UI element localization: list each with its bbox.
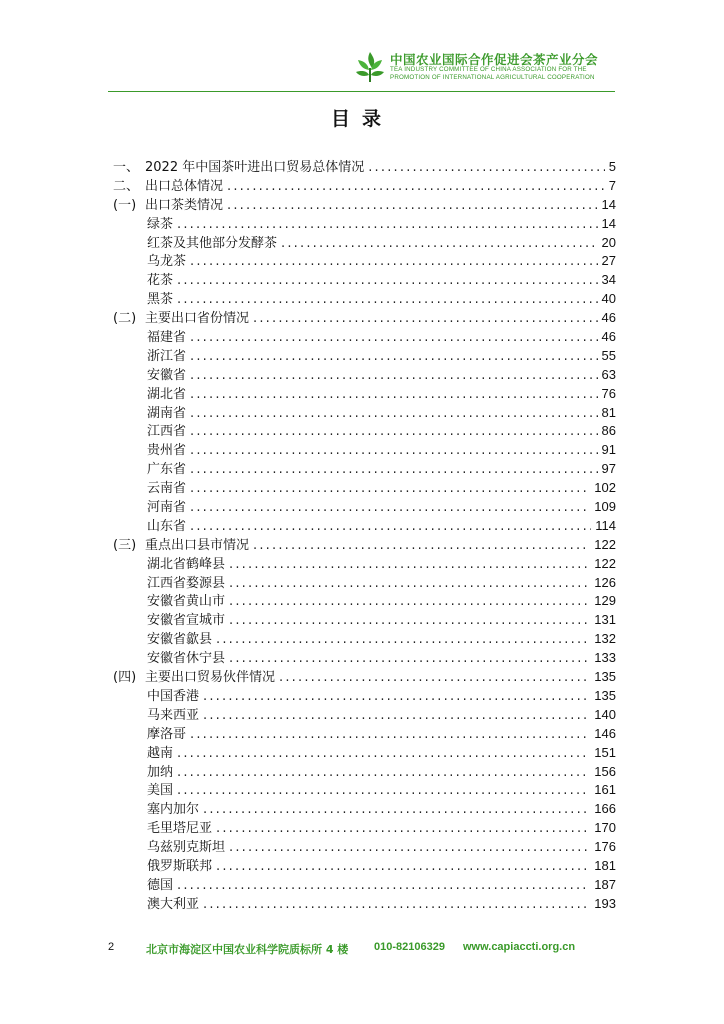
toc-entry-label: 江西省婺源县 bbox=[147, 575, 226, 591]
toc-entry[interactable] bbox=[113, 687, 616, 706]
toc-entry-label: 塞内加尔 bbox=[147, 802, 200, 818]
toc-entry-page: 114 bbox=[595, 517, 616, 533]
toc-dot-leader bbox=[190, 348, 598, 367]
toc-entry[interactable] bbox=[113, 460, 616, 479]
toc-entry-label: 重点出口县市情况 bbox=[145, 537, 250, 553]
organization-name-en bbox=[390, 66, 595, 81]
toc-entry-page: 129 bbox=[594, 593, 616, 609]
toc-entry-label: 越南 bbox=[147, 745, 174, 761]
toc-dot-leader bbox=[203, 801, 590, 820]
toc-entry[interactable] bbox=[113, 895, 616, 914]
toc-entry-page: 55 bbox=[601, 347, 616, 363]
toc-entry[interactable] bbox=[113, 158, 616, 177]
toc-entry[interactable] bbox=[113, 479, 616, 498]
toc-entry-number: 二、 bbox=[113, 178, 140, 194]
toc-entry-label: 广东省 bbox=[147, 462, 187, 478]
toc-entry-label: 福建省 bbox=[147, 330, 187, 346]
toc-dot-leader bbox=[190, 480, 590, 499]
toc-entry-page: 5 bbox=[608, 159, 616, 174]
toc-entry[interactable] bbox=[113, 498, 616, 517]
toc-entry-page: 135 bbox=[594, 669, 616, 685]
footer-address: 北京市海淀区中国农业科学院质标所 4 楼 bbox=[146, 943, 349, 956]
toc-entry-page: 122 bbox=[594, 536, 616, 552]
toc-entry[interactable] bbox=[113, 611, 616, 630]
toc-entry-number: (二) bbox=[113, 311, 137, 327]
organization-name-cn: 中国农业国际合作促进会茶产业分会 bbox=[390, 52, 599, 67]
toc-entry-number: (一) bbox=[113, 197, 137, 213]
toc-dot-leader bbox=[253, 537, 590, 556]
page-header bbox=[108, 44, 615, 92]
toc-entry-label: 摩洛哥 bbox=[147, 726, 187, 742]
page-title: 目录 bbox=[330, 108, 393, 130]
toc-entry[interactable] bbox=[113, 177, 616, 196]
footer-phone: 010-82106329 bbox=[374, 941, 445, 953]
toc-dot-leader bbox=[281, 235, 598, 254]
toc-entry-label: 安徽省歙县 bbox=[147, 632, 213, 648]
toc-dot-leader bbox=[177, 764, 590, 783]
toc-dot-leader bbox=[229, 575, 590, 594]
toc-dot-leader bbox=[190, 461, 598, 480]
toc-entry-label: 俄罗斯联邦 bbox=[147, 858, 213, 874]
toc-entry-page: 14 bbox=[601, 215, 616, 231]
toc-entry-label: 安徽省黄山市 bbox=[147, 594, 226, 610]
toc-entry-page: 40 bbox=[601, 291, 616, 307]
toc-entry-label: 绿茶 bbox=[147, 216, 174, 232]
toc-entry[interactable] bbox=[113, 819, 616, 838]
toc-entry[interactable] bbox=[113, 725, 616, 744]
toc-dot-leader bbox=[177, 291, 598, 310]
toc-entry-label: 河南省 bbox=[147, 500, 187, 516]
toc-dot-leader bbox=[190, 499, 590, 518]
toc-entry-page: 91 bbox=[601, 442, 616, 458]
toc-entry-page: 7 bbox=[608, 177, 616, 193]
toc-entry[interactable] bbox=[113, 876, 616, 895]
toc-dot-leader bbox=[253, 310, 598, 329]
toc-dot-leader bbox=[190, 423, 598, 442]
toc-dot-leader bbox=[227, 197, 598, 216]
toc-dot-leader bbox=[368, 159, 605, 178]
toc-entry-label: 出口茶类情况 bbox=[145, 197, 224, 213]
toc-entry[interactable] bbox=[113, 857, 616, 876]
toc-entry[interactable] bbox=[113, 630, 616, 649]
toc-entry-label: 安徽省 bbox=[147, 367, 187, 383]
toc-entry[interactable] bbox=[113, 706, 616, 725]
toc-entry[interactable] bbox=[113, 252, 616, 271]
toc-entry-page: 161 bbox=[594, 782, 616, 798]
footer-website[interactable]: www.capiaccti.org.cn bbox=[463, 941, 576, 953]
toc-entry[interactable] bbox=[113, 328, 616, 347]
page-number: 2 bbox=[108, 941, 115, 953]
toc-entry-page: 109 bbox=[594, 499, 616, 515]
page-footer bbox=[0, 941, 724, 959]
toc-entry-label: 主要出口贸易伙伴情况 bbox=[145, 670, 276, 686]
toc-dot-leader bbox=[227, 178, 605, 197]
toc-entry[interactable] bbox=[113, 404, 616, 423]
toc-dot-leader bbox=[216, 631, 590, 650]
toc-dot-leader bbox=[229, 556, 590, 575]
toc-entry[interactable] bbox=[113, 536, 616, 555]
toc-entry[interactable] bbox=[113, 441, 616, 460]
toc-entry[interactable] bbox=[113, 838, 616, 857]
toc-entry-page: 135 bbox=[594, 687, 616, 703]
table-of-contents bbox=[113, 158, 616, 914]
toc-entry-page: 170 bbox=[594, 820, 616, 836]
toc-dot-leader bbox=[203, 707, 590, 726]
toc-dot-leader bbox=[190, 442, 598, 461]
toc-entry-label: 江西省 bbox=[147, 424, 187, 440]
toc-dot-leader bbox=[216, 858, 590, 877]
toc-entry[interactable] bbox=[113, 555, 616, 574]
toc-entry-label: 美国 bbox=[147, 783, 174, 799]
toc-entry-page: 187 bbox=[594, 876, 616, 892]
toc-entry-label: 2022 年中国茶叶进出口贸易总体情况 bbox=[145, 160, 365, 175]
toc-entry-page: 46 bbox=[601, 329, 616, 345]
toc-entry-label: 湖北省 bbox=[147, 386, 187, 402]
toc-entry[interactable] bbox=[113, 800, 616, 819]
toc-entry-page: 97 bbox=[601, 461, 616, 477]
toc-entry-page: 76 bbox=[601, 385, 616, 401]
toc-dot-leader bbox=[177, 745, 590, 764]
toc-entry-page: 20 bbox=[601, 234, 616, 250]
toc-entry[interactable] bbox=[113, 422, 616, 441]
toc-entry-page: 14 bbox=[601, 196, 616, 212]
header-divider bbox=[108, 91, 615, 92]
toc-entry[interactable] bbox=[113, 385, 616, 404]
toc-entry[interactable] bbox=[113, 781, 616, 800]
toc-entry-label: 山东省 bbox=[147, 518, 187, 534]
toc-dot-leader bbox=[203, 688, 590, 707]
toc-dot-leader bbox=[229, 650, 590, 669]
toc-dot-leader bbox=[190, 367, 598, 386]
toc-entry-label: 德国 bbox=[147, 877, 174, 893]
toc-dot-leader bbox=[216, 820, 590, 839]
toc-entry[interactable] bbox=[113, 347, 616, 366]
toc-entry-page: 140 bbox=[594, 706, 616, 722]
toc-entry-page: 63 bbox=[601, 366, 616, 382]
toc-entry-label: 出口总体情况 bbox=[145, 178, 224, 194]
toc-dot-leader bbox=[177, 272, 598, 291]
toc-entry-label: 黑茶 bbox=[147, 292, 174, 308]
toc-dot-leader bbox=[190, 726, 590, 745]
organization-name-en-line1: TEA INDUSTRY COMMITTEE OF CHINA ASSOCIATION FOR THE bbox=[390, 66, 587, 73]
toc-dot-leader bbox=[190, 253, 598, 272]
toc-entry-page: 156 bbox=[594, 763, 616, 779]
toc-entry[interactable] bbox=[113, 215, 616, 234]
toc-entry-label: 毛里塔尼亚 bbox=[147, 821, 213, 837]
toc-entry[interactable] bbox=[113, 309, 616, 328]
toc-entry-label: 澳大利亚 bbox=[147, 896, 200, 912]
toc-entry-label: 乌兹别克斯坦 bbox=[147, 840, 226, 856]
organization-name-en-line2: PROMOTION OF INTERNATIONAL AGRICULTURAL COOPERATION bbox=[390, 73, 595, 81]
toc-dot-leader bbox=[190, 329, 598, 348]
toc-entry[interactable] bbox=[113, 649, 616, 668]
toc-dot-leader bbox=[177, 782, 590, 801]
toc-entry-page: 132 bbox=[594, 631, 616, 647]
toc-entry[interactable] bbox=[113, 196, 616, 215]
toc-entry-page: 102 bbox=[594, 480, 616, 496]
toc-entry-page: 166 bbox=[594, 801, 616, 817]
toc-entry[interactable] bbox=[113, 668, 616, 687]
toc-entry-page: 122 bbox=[594, 555, 616, 571]
toc-entry[interactable] bbox=[113, 592, 616, 611]
toc-entry-label: 花茶 bbox=[147, 273, 174, 289]
toc-entry-page: 193 bbox=[594, 895, 616, 911]
toc-entry-label: 浙江省 bbox=[147, 348, 187, 364]
toc-entry[interactable] bbox=[113, 366, 616, 385]
tea-leaf-logo-icon bbox=[354, 50, 386, 84]
toc-dot-leader bbox=[190, 405, 598, 424]
toc-entry-label: 安徽省休宁县 bbox=[147, 651, 226, 667]
toc-entry-label: 马来西亚 bbox=[147, 707, 200, 723]
toc-dot-leader bbox=[229, 593, 590, 612]
toc-entry[interactable] bbox=[113, 234, 616, 253]
toc-entry-label: 湖南省 bbox=[147, 405, 187, 421]
toc-entry-page: 46 bbox=[601, 310, 616, 326]
toc-dot-leader bbox=[190, 518, 591, 537]
toc-entry-label: 云南省 bbox=[147, 481, 187, 497]
toc-entry-number: (三) bbox=[113, 537, 137, 553]
toc-dot-leader bbox=[203, 896, 590, 915]
toc-entry[interactable] bbox=[113, 763, 616, 782]
toc-entry[interactable] bbox=[113, 517, 616, 536]
toc-entry-label: 安徽省宣城市 bbox=[147, 613, 226, 629]
toc-entry-page: 181 bbox=[594, 857, 616, 873]
toc-entry-page: 27 bbox=[601, 253, 616, 269]
toc-entry-page: 86 bbox=[601, 423, 616, 439]
toc-entry-label: 加纳 bbox=[147, 764, 174, 780]
toc-entry-label: 中国香港 bbox=[147, 688, 200, 704]
toc-entry-label: 红茶及其他部分发酵茶 bbox=[147, 235, 278, 251]
toc-dot-leader bbox=[279, 669, 590, 688]
toc-entry-page: 146 bbox=[594, 725, 616, 741]
toc-entry-number: 一、 bbox=[113, 160, 140, 175]
toc-entry-page: 126 bbox=[594, 574, 616, 590]
toc-entry-page: 151 bbox=[594, 744, 616, 760]
toc-entry-label: 贵州省 bbox=[147, 443, 187, 459]
toc-dot-leader bbox=[190, 386, 598, 405]
toc-entry[interactable] bbox=[113, 744, 616, 763]
toc-entry-label: 湖北省鹤峰县 bbox=[147, 556, 226, 572]
toc-entry[interactable] bbox=[113, 271, 616, 290]
toc-entry-label: 主要出口省份情况 bbox=[145, 311, 250, 327]
toc-dot-leader bbox=[177, 216, 598, 235]
toc-dot-leader bbox=[229, 839, 590, 858]
toc-entry[interactable] bbox=[113, 574, 616, 593]
toc-entry-page: 133 bbox=[594, 650, 616, 666]
toc-entry-page: 176 bbox=[594, 839, 616, 855]
toc-dot-leader bbox=[229, 612, 590, 631]
toc-entry-number: (四) bbox=[113, 670, 137, 686]
toc-entry-page: 131 bbox=[594, 612, 616, 628]
toc-entry[interactable] bbox=[113, 290, 616, 309]
toc-entry-page: 34 bbox=[601, 272, 616, 288]
toc-dot-leader bbox=[177, 877, 590, 896]
toc-entry-page: 81 bbox=[601, 404, 616, 420]
toc-entry-label: 乌龙茶 bbox=[147, 254, 187, 270]
